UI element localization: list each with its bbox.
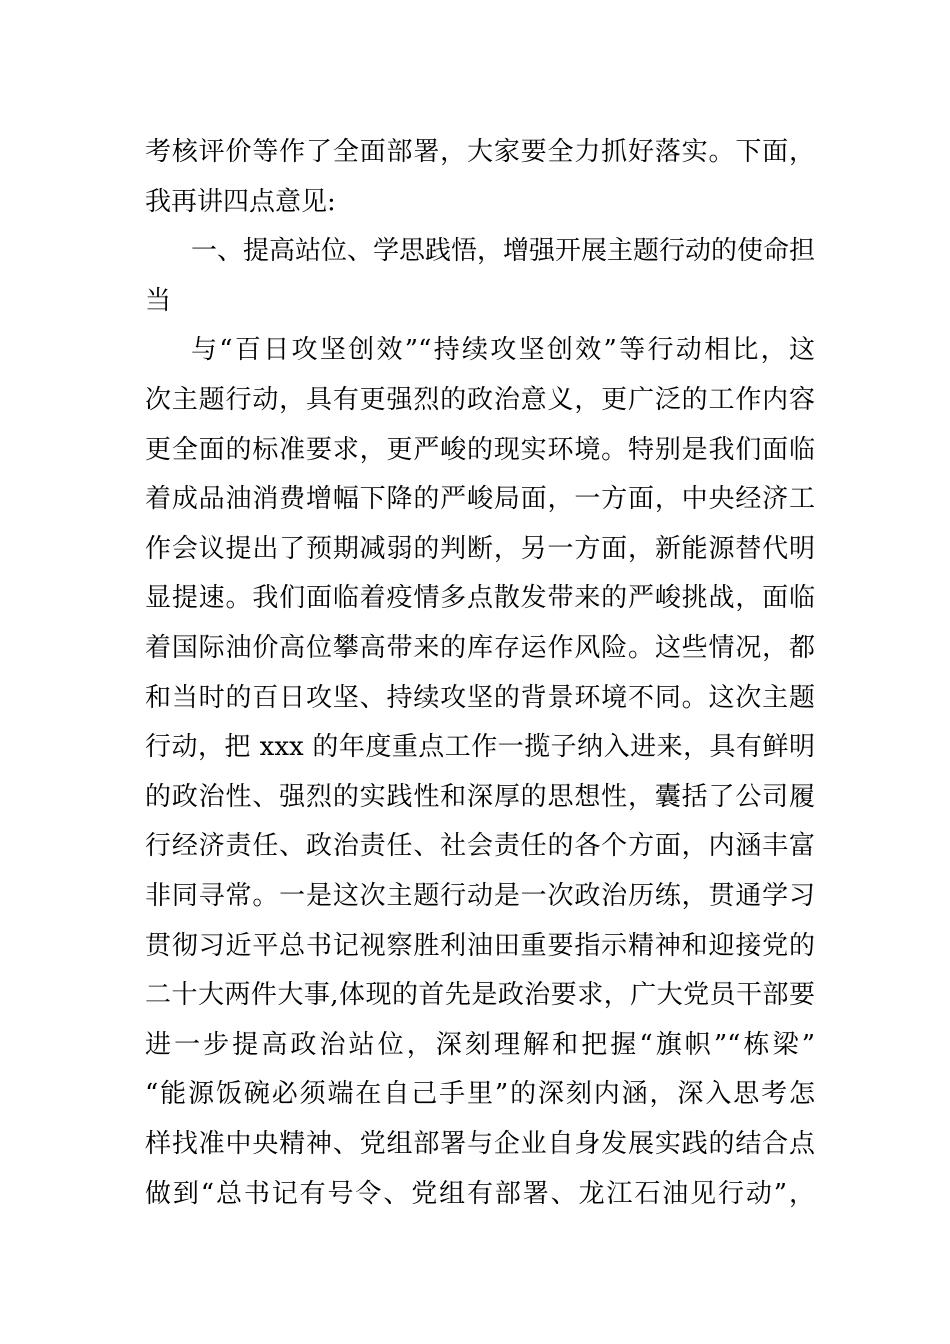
text-line: 着国际油价高位攀高带来的库存运作风险。这些情况，都 <box>145 633 815 663</box>
text-line: 行动，把 xxx 的年度重点工作一揽子纳入进来，具有鲜明 <box>145 732 815 763</box>
text-line: 和当时的百日攻坚、持续攻坚的背景环境不同。这次主题 <box>145 682 815 713</box>
text-line: 样找准中央精神、党组部署与企业自身发展实践的结合点 <box>145 1129 815 1159</box>
text-line: 着成品油消费增幅下降的严峻局面，一方面，中央经济工 <box>145 484 815 515</box>
text-line: 作会议提出了预期减弱的判断，另一方面，新能源替代明 <box>145 533 815 564</box>
text-line: “能源饭碗必须端在自己手里”的深刻内涵，深入思考怎 <box>145 1079 815 1110</box>
text-line: 行经济责任、政治责任、社会责任的各个方面，内涵丰富 <box>145 831 815 862</box>
text-line: 次主题行动，具有更强烈的政治意义，更广泛的工作内容 <box>145 385 815 415</box>
text-line: 显提速。我们面临着疫情多点散发带来的严峻挑战，面临 <box>145 583 815 614</box>
text-line: 更全面的标准要求，更严峻的现实环境。特别是我们面临 <box>145 434 815 465</box>
text-line: 与“百日攻坚创效”“持续攻坚创效”等行动相比，这 <box>191 335 815 366</box>
text-line: 做到“总书记有号令、党组有部署、龙江石油见行动”， <box>145 1178 815 1209</box>
text-line: 当 <box>145 285 172 316</box>
text-line: 非同寻常。一是这次主题行动是一次政治历练，贯通学习 <box>145 881 815 911</box>
text-line: 贯彻习近平总书记视察胜利油田重要指示精神和迎接党的 <box>145 930 815 961</box>
text-line: 的政治性、强烈的实践性和深厚的思想性，囊括了公司履 <box>145 781 815 812</box>
text-line: 进一步提高政治站位，深刻理解和把握“旗帜”“栋梁” <box>145 1029 815 1060</box>
text-line: 我再讲四点意见: <box>145 186 336 217</box>
text-line: 二十大两件大事,体现的首先是政治要求，广大党员干部要 <box>145 980 815 1011</box>
text-line: 一、提高站位、学思践悟，增强开展主题行动的使命担 <box>191 236 815 267</box>
text-line: 考核评价等作了全面部署，大家要全力抓好落实。下面， <box>145 137 815 167</box>
